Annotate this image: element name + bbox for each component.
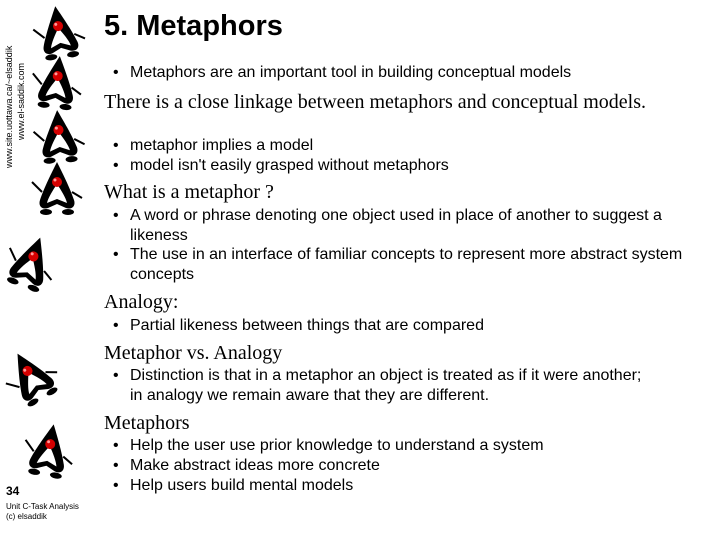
bullet-dot: • [113,246,119,263]
java-duke-mascot-icon [20,420,78,482]
heading-metaphors: Metaphors [104,412,190,434]
bullet-dot: • [113,64,119,81]
footer-copyright: (c) elsaddik [6,512,47,521]
bullet-dot: • [113,137,119,154]
bullet-dot: • [113,367,119,384]
java-duke-mascot-icon [28,158,86,220]
bullet-dot: • [113,457,119,474]
heading-analogy: Analogy: [104,291,179,313]
bullet-metaphors-3 [113,476,693,496]
bullet-dot: • [113,317,119,334]
java-duke-mascot-icon [2,346,60,408]
bullet-dot: • [113,477,119,494]
side-url-secondary: www.el-saddik.com [16,62,26,140]
java-duke-mascot-icon [28,52,86,114]
heading-metaphor-vs-analogy: Metaphor vs. Analogy [104,342,283,364]
bullet-text: model isn't easily grasped without metaphors [130,157,449,174]
bullet-text: Distinction is that in a metaphor an object is treated as if it were another; in analogy we remain aware that they are different. [130,367,642,404]
java-duke-mascot-icon [2,232,60,294]
side-url-primary: www.site.uottawa.ca/~elsaddik [4,45,14,168]
bullet-text: Help users build mental models [130,477,354,494]
bullet-linkage-2 [113,156,693,176]
bullet-text: Metaphors are an important tool in building conceptual models [130,64,572,81]
bullet-metaphors-2 [113,456,693,476]
footer [6,502,79,522]
bullet-what-2 [113,245,703,284]
bullet-metaphors-1 [113,436,693,456]
bullet-linkage-1 [113,136,693,156]
bullet-text: A word or phrase denoting one object used in place of another to suggest a likeness [130,207,662,244]
footer-course: Unit C-Task Analysis [6,502,79,511]
bullet-dot: • [113,437,119,454]
bullet-dot: • [113,157,119,174]
bullet-text: Partial likeness between things that are compared [130,317,484,334]
bullet-vs-1 [113,366,653,405]
heading-linkage: There is a close linkage between metaphors and conceptual models. [104,91,647,113]
bullet-intro [113,63,673,83]
heading-what-is-metaphor: What is a metaphor ? [104,181,274,203]
bullet-dot: • [113,207,119,224]
bullet-analogy-1 [113,316,693,336]
page-number: 34 [6,484,20,498]
slide-title: 5. Metaphors [104,10,283,42]
bullet-what-1 [113,206,703,245]
bullet-text: Help the user use prior knowledge to understand a system [130,437,544,454]
bullet-text: Make abstract ideas more concrete [130,457,380,474]
bullet-text: metaphor implies a model [130,137,314,154]
bullet-text: The use in an interface of familiar concepts to represent more abstract system concepts [130,246,683,283]
